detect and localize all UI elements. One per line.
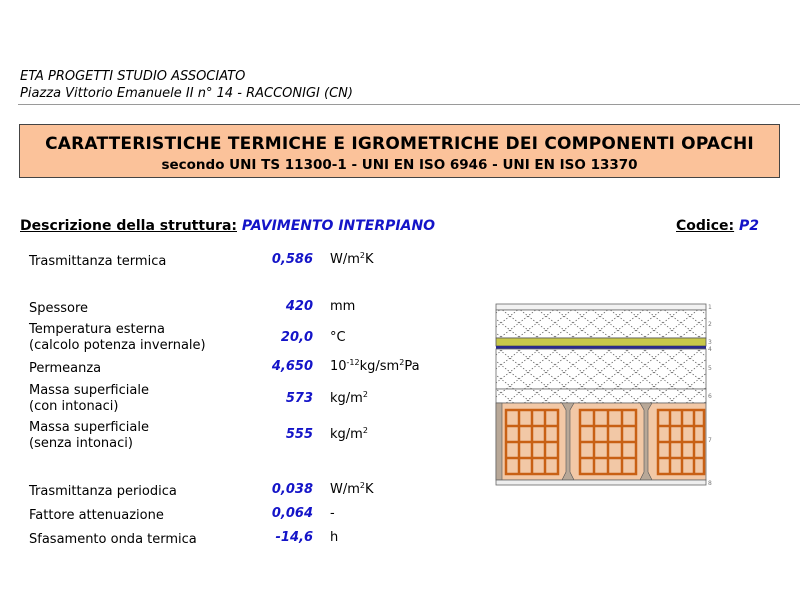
- property-label: Massa superficiale (senza intonaci): [29, 420, 149, 451]
- property-row-massa-senza-intonaci: [0, 420, 480, 454]
- property-value: -14,6: [275, 530, 313, 545]
- layer-7-brick-floor: [496, 403, 706, 480]
- property-label: Massa superficiale (con intonaci): [29, 383, 149, 414]
- property-row-trasmittanza: [0, 252, 480, 270]
- property-unit: h: [330, 530, 339, 545]
- property-label: Temperatura esterna (calcolo potenza invernale): [29, 322, 206, 353]
- floor-section-diagram: [492, 302, 717, 488]
- property-label: Trasmittanza periodica: [29, 484, 177, 499]
- property-unit: $kg/m^2$: [330, 390, 368, 406]
- property-row-permeanza: [0, 359, 480, 377]
- property-value: 555: [285, 427, 313, 442]
- property-value: 0,064: [271, 506, 313, 521]
- property-unit: -: [330, 506, 335, 521]
- property-unit: $10^{-12}kg/sm^2Pa$: [330, 358, 420, 374]
- property-row-sfasamento: [0, 530, 480, 548]
- layer-4-membrane: [496, 346, 706, 349]
- property-row-massa-con-intonaci: [0, 383, 480, 417]
- title-box: [19, 124, 780, 178]
- property-label: Permeanza: [29, 361, 102, 376]
- page-subtitle: secondo UNI TS 11300-1 - UNI EN ISO 6946 - UNI EN ISO 13370: [161, 157, 638, 173]
- layer-5-fill: [496, 349, 706, 389]
- layer-2-screed: [496, 310, 706, 338]
- layer-6-slab: [496, 389, 706, 403]
- layer-number: 5: [708, 365, 712, 372]
- property-value: 0,586: [271, 252, 313, 267]
- property-row-spessore: [0, 299, 480, 317]
- property-value: 420: [285, 299, 313, 314]
- layer-1-finish: [496, 304, 706, 310]
- company-header: [20, 68, 353, 102]
- description-label: Descrizione della struttura:: [20, 218, 237, 234]
- property-row-fattore-attenuazione: [0, 506, 480, 524]
- property-value: 0,038: [271, 482, 313, 497]
- code-value: P2: [738, 218, 759, 234]
- company-name: ETA PROGETTI STUDIO ASSOCIATO: [20, 69, 246, 84]
- property-value: 4,650: [271, 359, 313, 374]
- code-label: Codice:: [676, 218, 735, 234]
- layer-number: 6: [708, 393, 712, 400]
- property-row-trasmittanza-periodica: [0, 482, 480, 500]
- layer-number: 8: [708, 480, 712, 487]
- property-value: 20,0: [280, 330, 313, 345]
- structure-description: [20, 218, 435, 234]
- header-divider: [18, 104, 800, 105]
- structure-code: [676, 218, 759, 234]
- layer-number: 3: [708, 339, 712, 346]
- property-unit: $W/m^2K$: [330, 251, 374, 267]
- layer-number: 7: [708, 437, 712, 444]
- property-label: Trasmittanza termica: [29, 254, 167, 269]
- property-unit: $kg/m^2$: [330, 426, 368, 442]
- property-label: Fattore attenuazione: [29, 508, 164, 523]
- property-label: Spessore: [29, 301, 89, 316]
- layer-8-plaster: [496, 480, 706, 485]
- layer-number: 1: [708, 304, 712, 311]
- company-address: Piazza Vittorio Emanuele II n° 14 - RACCONIGI (CN): [20, 86, 353, 101]
- page-title: CARATTERISTICHE TERMICHE E IGROMETRICHE DEI COMPONENTI OPACHI: [45, 134, 754, 154]
- property-unit: $W/m^2K$: [330, 481, 374, 497]
- property-unit: mm: [330, 299, 356, 314]
- property-unit: °C: [330, 330, 346, 345]
- property-value: 573: [285, 391, 313, 406]
- property-row-temperatura: [0, 322, 480, 356]
- layer-number: 2: [708, 321, 712, 328]
- layer-number: 4: [708, 346, 712, 353]
- property-label: Sfasamento onda termica: [29, 532, 197, 547]
- layer-3-insulation: [496, 338, 706, 346]
- description-value: PAVIMENTO INTERPIANO: [241, 218, 436, 234]
